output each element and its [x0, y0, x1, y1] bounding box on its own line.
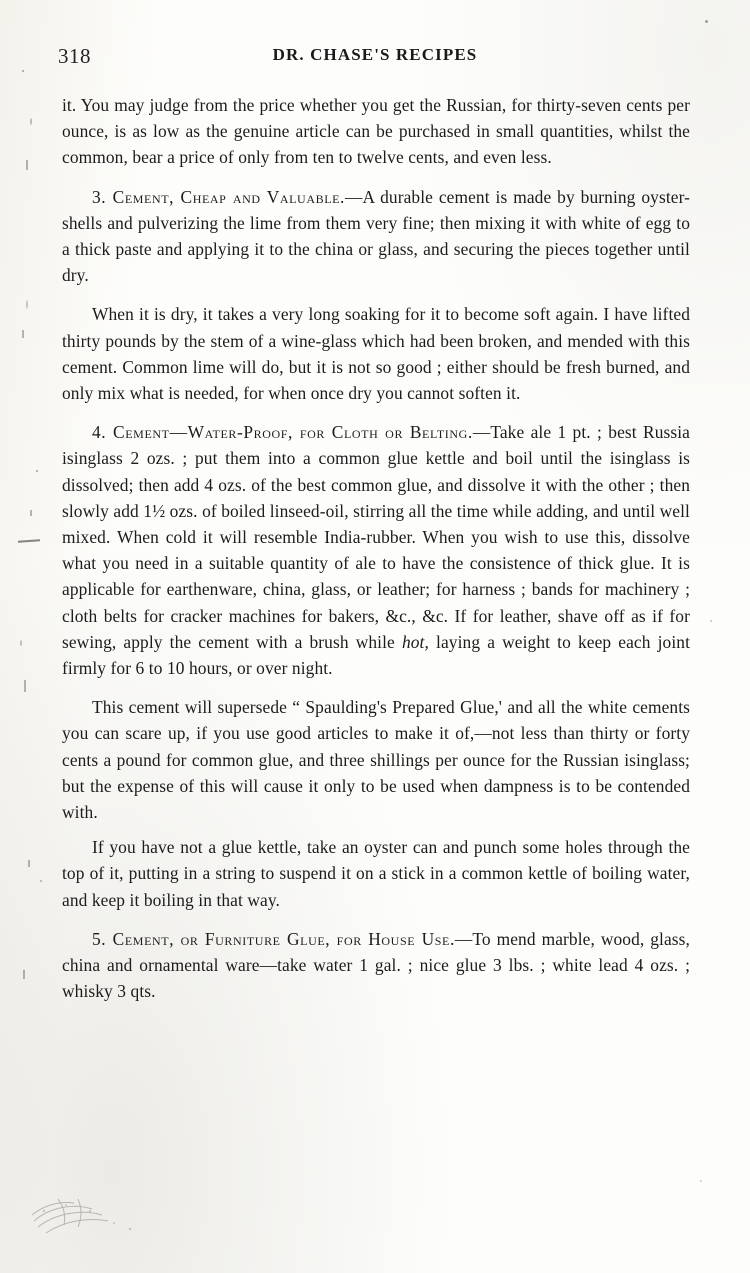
recipe-4-emphasis: hot,	[401, 631, 429, 652]
recipe-4-text: —Take ale 1 pt. ; best Russia isinglass 2 ozs. ; put them into a common glue kettle and boil until the isinglass is dissolved; then add 4 ozs. of the best common glue, and dissolve it with the other ; then slowly add 1½ ozs. of boiled linseed-oil, stirring all the time while adding, and until well mixed. When cold it will resemble India-rubber. When you wish to use this, dissolve what you need in a suitable quantity of ale to have the consistence of thick glue. It is applicable for earthenware, china, glass, or leather; for harness ; bands for machinery ; cloth belts for cracker machines for bakers, &c., &c. If for leather, shave off as if for sewing, apply the cement with a brush while	[62, 422, 690, 652]
recipe-3-heading: 3. Cement, Cheap and Valuable.	[92, 186, 346, 207]
recipe-5-heading: 5. Cement, or Furniture Glue, for House Use.	[92, 928, 455, 949]
paragraph-text: If you have not a glue kettle, take an oyster can and punch some holes through the top of it, putting in a string to suspend it on a stick in a common kettle of boiling water, and keep it boiling in that way.	[62, 837, 690, 910]
paper-speck	[22, 70, 24, 72]
paragraph-text: When it is dry, it takes a very long soaking for it to become soft again. I have lifted thirty pounds by the stem of a wine-glass which had been broken, and mended with this cement. Common lime will do, but it is not so good ; either should be fresh burned, and only mix what is needed, for when once dry you cannot soften it.	[62, 304, 690, 404]
recipe-5-text: —To mend marble, wood, glass, china and ornamental ware—take water 1 gal. ; nice glue 3 lbs. ; white lead 4 ozs. ; whisky 3 qts.	[62, 928, 690, 1002]
paragraph-recipe-3-continued	[62, 301, 690, 406]
paragraph-recipe-4	[62, 419, 690, 681]
paragraph-oyster-can	[62, 834, 690, 913]
recipe-3-text: —A durable cement is made by burning oyster-shells and pulverizing the lime from them very fine; then mixing it with white of egg to a thick paste and applying it to the china or glass, and securing the pieces together until dry.	[62, 186, 690, 286]
paragraph-recipe-3	[62, 184, 690, 289]
edge-ink-marks	[16, 120, 42, 1020]
paragraph-recipe-5	[62, 926, 690, 1005]
recipe-4-text-after: laying a weight to keep each joint firmly for 6 to 10 hours, or over night.	[62, 631, 691, 679]
corner-smudge	[30, 1181, 150, 1239]
paper-speck	[705, 20, 708, 23]
paragraph-supersede	[62, 694, 690, 825]
paragraph-text: This cement will supersede “ Spaulding's Prepared Glue,' and all the white cements you can scare up, if you use good articles to make it of,—not less than thirty or forty cents a pound for common glue, and three shillings per ounce for the Russian isinglass; but the expense of this will cause it only to be used when dampness is to be contended with.	[62, 697, 690, 823]
page-header	[58, 44, 692, 72]
page-number: 318	[58, 44, 91, 68]
paper-speck	[710, 620, 712, 622]
paragraph-continued	[62, 92, 690, 171]
running-title: DR. CHASE'S RECIPES	[272, 45, 478, 64]
paragraph-text: it. You may judge from the price whether you get the Russian, for thirty-seven cents per ounce, is as low as the genuine article can be purchased in small quantities, whilst the common, bear a price of only from ten to twelve cents, and even less.	[62, 95, 690, 168]
page-body	[62, 92, 690, 1007]
paper-speck	[700, 1180, 702, 1182]
recipe-4-heading: 4. Cement—Water-Proof, for Cloth or Belting.	[92, 422, 473, 443]
